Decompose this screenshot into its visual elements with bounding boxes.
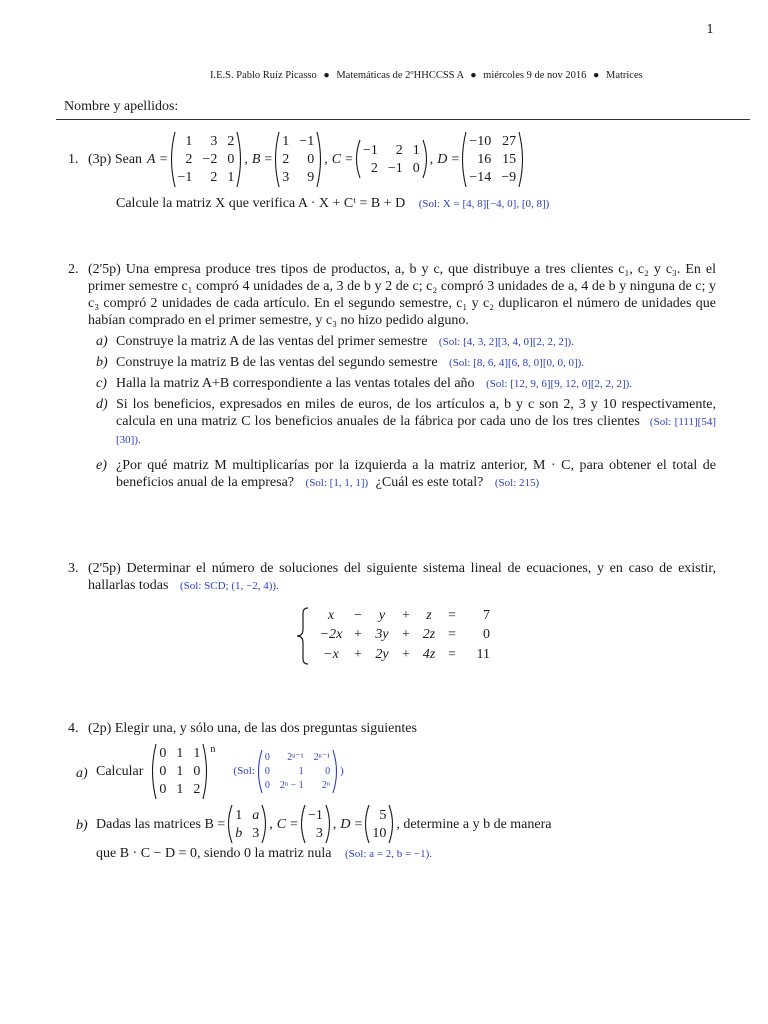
question-4-number: 4. — [68, 721, 79, 736]
question-2-item-b: b) Construye la matriz B de las ventas del segundo semestre (Sol: [8, 6, 4][6, 8, 0][0, 0, 0]). — [96, 355, 585, 370]
left-paren — [149, 743, 157, 800]
matrix-cell: −10 — [469, 133, 492, 149]
matrix-cell: 3 — [252, 825, 260, 841]
question-4 — [68, 720, 716, 863]
matrix-cell: b — [235, 825, 243, 841]
equation-term: 0 — [483, 627, 490, 643]
equation-term: y — [378, 608, 386, 623]
matrix-cell: 0 — [159, 746, 167, 761]
matrix-cell: 3 — [315, 825, 323, 841]
left-paren — [298, 804, 306, 844]
equation-term: + — [354, 627, 362, 643]
question-4-item-b: b) Dadas las matrices B = 1 a b 3 , C = −1 3 , D = 5 10 , determine a y b de manera que B · C − D = 0, siendo 0 la matriz nula (Sol: a = 2, b = −1). — [96, 804, 716, 863]
equation-term: −x — [323, 646, 339, 662]
matrix-cell: 0 — [159, 782, 167, 797]
question-3-solution: (Sol: SCD; (1, −2, 4)). — [179, 580, 279, 592]
equation-system — [296, 607, 716, 665]
left-paren — [225, 804, 233, 844]
matrix-c-col — [298, 804, 333, 844]
matrix-d-col — [362, 804, 396, 844]
question-1: 1. (3p) Sean A = 1 3 2 2 −2 0 −1 2 1 , B = 1 −1 2 0 3 9 , C = −1 2 1 2 −1 0 , D = −10 27 16 15 −14 −9 Calcule la matriz X que verifica A · X + Cᵗ = B + D (Sol: X = [4, 8][−4, 0], [0, 8]) — [68, 131, 716, 213]
left-brace — [296, 607, 310, 665]
question-2-item-a: a) Construye la matriz A de las ventas del primer semestre (Sol: [4, 3, 2][3, 4, 0][2, 2, 2]). — [96, 334, 574, 349]
question-2 — [68, 261, 716, 492]
matrix-cell: 27 — [502, 133, 517, 149]
equation-term: x — [327, 608, 335, 623]
matrix-cell: −14 — [469, 169, 492, 185]
equation-term: + — [402, 608, 410, 623]
matrix-cell: 2 — [370, 160, 378, 176]
matrix-cell: 0 — [307, 151, 315, 167]
matrix-cell: 2ⁿ — [321, 780, 331, 791]
right-paren — [236, 131, 244, 188]
header-subject: Matemáticas de 2ºHHCCSS A — [336, 70, 464, 81]
matrix-cell: 2 — [227, 133, 235, 149]
right-paren — [316, 131, 324, 188]
matrix-cell: 15 — [502, 151, 517, 167]
matrix-cell: 1 — [185, 133, 193, 149]
equation-term: 2y — [375, 646, 389, 662]
right-paren — [388, 804, 396, 844]
matrix-cell: 0 — [412, 160, 420, 176]
matrix-cell: 2ⁿ⁻¹ — [287, 752, 304, 763]
matrix-cell: 1 — [412, 142, 420, 158]
equation-term: + — [402, 646, 410, 662]
equation-term: + — [354, 646, 362, 662]
question-3 — [68, 560, 716, 665]
question-2-text: (2'5p) Una empresa produce tres tipos de productos, a, b y c, que distribuye a tres clientes c₁, c₂ y c₃. En el primer semestre c₁ compró 4 unidades de a, 3 de b y 2 de c; c₂ compró 3 unidades de a, 4 de b y ninguna de c; y c₃ compró 2 unidades de cada artículo. En el segundo semestre, c₁ y c₂ duplicaron el número de unidades que habían comprado en el primer semestre, y c₃ no hizo pedido alguno. — [88, 262, 716, 328]
matrix-cell: 0 — [325, 766, 331, 777]
right-paren — [422, 139, 430, 179]
page-number: 1 — [706, 22, 714, 36]
matrix-cell: −1 — [387, 160, 403, 176]
matrix-b-2x2 — [225, 804, 269, 844]
matrix-cell: 0 — [159, 764, 167, 779]
equation-term: 4z — [422, 646, 436, 662]
question-2-item-e: e) ¿Por qué matriz M multiplicarías por la izquierda a la matriz anterior, M · C, para obtener el total de beneficios anual de la empresa? (Sol: [1, 1, 1]) ¿Cuál es este total? (Sol: 215) — [96, 458, 716, 490]
document-header — [210, 70, 643, 81]
matrix-cell: 3 — [210, 133, 218, 149]
matrix-cell: 1 — [176, 782, 184, 797]
matrix-cell: 0 — [264, 752, 270, 763]
matrix-cell: −1 — [177, 169, 193, 185]
matrix-cell: −2 — [202, 151, 218, 167]
exponent: n — [210, 744, 216, 755]
matrix-cell: 2 — [210, 169, 218, 185]
matrix-c — [353, 139, 430, 179]
matrix-cell: 0 — [193, 764, 201, 779]
left-paren — [168, 131, 176, 188]
matrix-cell: 0 — [264, 780, 270, 791]
equation-term: 3y — [375, 627, 389, 643]
equation-term: 2z — [422, 627, 436, 643]
name-label: Nombre y apellidos: — [64, 99, 179, 114]
matrix-cell: 2 — [282, 151, 290, 167]
question-2-item-d: d) Si los beneficios, expresados en miles de euros, de los artículos a, b y c son 2, 3 y 10 respectivamente, calcula en una matriz C los beneficios anuales de la fábrica por cada uno de los tres clientes (Sol: [111][54][30]). — [96, 397, 717, 446]
matrix-cell: 1 — [282, 133, 290, 149]
matrix-cell: 1 — [227, 169, 235, 185]
header-bullet: ● — [470, 70, 477, 81]
equation-term: + — [402, 627, 410, 643]
equation-term: 7 — [483, 608, 490, 623]
matrix-cell: −1 — [362, 142, 378, 158]
matrix-cell: 2ⁿ⁻¹ — [313, 752, 331, 763]
matrix-cell: 9 — [307, 169, 315, 185]
question-3-number: 3. — [68, 561, 79, 576]
header-topic: Matrices — [605, 70, 643, 81]
question-1-instruction: Calcule la matriz X que verifica A · X + Cᵗ = B + D — [116, 196, 406, 211]
equation-term: = — [448, 627, 456, 643]
right-paren — [332, 749, 340, 794]
right-paren — [261, 804, 269, 844]
left-paren — [272, 131, 280, 188]
question-2-item-c: c) Halla la matriz A+B correspondiente a las ventas totales del año (Sol: [12, 9, 6][9, 12, 0][2, 2, 2]). — [96, 376, 633, 391]
question-2-number: 2. — [68, 262, 79, 277]
equation-term: = — [448, 646, 456, 662]
right-paren — [202, 743, 210, 800]
matrix-cell: 1 — [176, 764, 184, 779]
matrix-cell: 1 — [176, 746, 184, 761]
header-divider — [56, 119, 750, 120]
left-paren — [362, 804, 370, 844]
matrix-d — [459, 131, 526, 188]
question-1-intro: (3p) Sean — [88, 151, 143, 167]
matrix-b — [272, 131, 324, 188]
question-1-number: 1. — [68, 151, 79, 167]
header-date: miércoles 9 de nov 2016 — [483, 70, 587, 81]
matrix-cell: 2 — [193, 782, 201, 797]
matrix-cell: 2 — [395, 142, 403, 158]
right-paren — [325, 804, 333, 844]
matrix-cell: 3 — [282, 169, 290, 185]
question-4-text: (2p) Elegir una, y sólo una, de las dos preguntas siguientes — [88, 721, 417, 736]
matrix-a — [168, 131, 245, 188]
question-3-text: (2'5p) Determinar el número de soluciones del siguiente sistema lineal de ecuaciones, y en caso de existir, hallarlas todas — [88, 561, 716, 593]
solution-matrix — [255, 749, 340, 794]
question-1-solution: (Sol: X = [4, 8][−4, 0], [0, 8]) — [418, 198, 550, 210]
matrix-cell: 0 — [227, 151, 235, 167]
matrix-cell: 0 — [264, 766, 270, 777]
left-paren — [459, 131, 467, 188]
matrix-cell: −9 — [501, 169, 517, 185]
matrix-cell: −1 — [307, 807, 323, 823]
equation-term: z — [426, 608, 432, 623]
left-paren — [255, 749, 263, 794]
matrix-cell: 2 — [185, 151, 193, 167]
matrix-cell: 1 — [298, 766, 304, 777]
header-school: I.E.S. Pablo Ruíz Picasso — [210, 70, 317, 81]
left-paren — [353, 139, 361, 179]
equation-term: 11 — [476, 646, 490, 662]
equation-term: −2x — [319, 627, 343, 643]
right-paren — [518, 131, 526, 188]
power-matrix — [149, 743, 210, 800]
question-4-item-a: a) Calcular 0 1 1 0 1 0 0 1 2 n (Sol: 0 2ⁿ⁻¹ 2ⁿ⁻¹ 0 1 0 0 2ⁿ − 1 2ⁿ ) — [96, 743, 716, 800]
matrix-cell: 1 — [193, 746, 201, 761]
matrix-cell: 2ⁿ − 1 — [279, 780, 304, 791]
matrix-cell: 5 — [379, 807, 387, 823]
matrix-cell: 10 — [372, 825, 387, 841]
header-bullet: ● — [323, 70, 330, 81]
matrix-cell: 16 — [477, 151, 492, 167]
header-bullet: ● — [593, 70, 600, 81]
matrix-cell: a — [252, 807, 260, 823]
matrix-cell: 1 — [235, 807, 243, 823]
equation-term: = — [448, 608, 456, 623]
equation-term: − — [354, 608, 362, 623]
matrix-cell: −1 — [299, 133, 315, 149]
